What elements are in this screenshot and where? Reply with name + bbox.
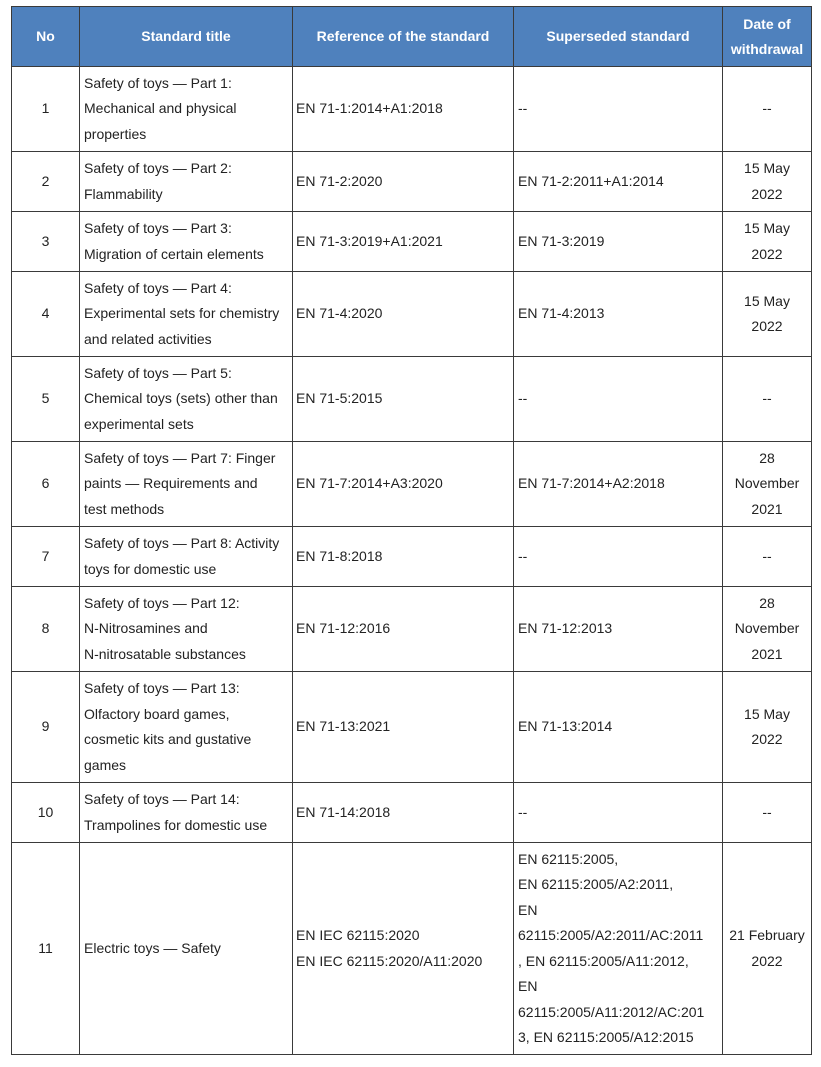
superseded-cell	[514, 672, 723, 783]
standard-title-cell-text: Safety of toys — Part 1: Mechanical and physical properties	[84, 74, 237, 142]
standard-title-cell	[80, 442, 293, 527]
row-number	[12, 67, 80, 152]
superseded-cell	[514, 67, 723, 152]
withdrawal-date-cell-text: --	[762, 390, 772, 407]
withdrawal-date-cell	[723, 527, 812, 587]
reference-cell-text: EN 71-3:2019+A1:2021	[296, 232, 443, 249]
withdrawal-date-cell	[723, 672, 812, 783]
withdrawal-date-cell-text: 21 February 2022	[729, 927, 805, 969]
reference-cell	[293, 783, 514, 843]
header-standard-title: Standard title	[80, 7, 293, 67]
standard-title-cell	[80, 357, 293, 442]
row-number-text: 5	[41, 390, 50, 407]
withdrawal-date-cell	[723, 587, 812, 672]
table-row	[12, 442, 812, 527]
superseded-cell-text: EN 71-12:2013	[518, 620, 613, 637]
standard-title-cell	[80, 783, 293, 843]
header-date-of-withdrawal	[723, 7, 812, 67]
row-number-text: 8	[41, 620, 50, 637]
row-number	[12, 843, 80, 1055]
standard-title-cell-text: Safety of toys — Part 7: Finger paints — Requirements and test methods	[84, 449, 276, 517]
reference-cell-text: EN 71-14:2018	[296, 803, 391, 820]
row-number-text: 7	[41, 547, 50, 564]
table-header	[12, 7, 812, 67]
standards-table	[11, 6, 812, 1055]
reference-cell	[293, 587, 514, 672]
superseded-cell	[514, 783, 723, 843]
withdrawal-date-cell	[723, 783, 812, 843]
row-number	[12, 442, 80, 527]
withdrawal-date-cell-text: --	[762, 547, 772, 564]
standard-title-cell	[80, 272, 293, 357]
reference-cell-text: EN 71-7:2014+A3:2020	[296, 475, 443, 492]
standard-title-cell	[80, 152, 293, 212]
superseded-cell-text: EN 71-4:2013	[518, 305, 605, 322]
standard-title-cell	[80, 843, 293, 1055]
superseded-cell-text: --	[518, 803, 528, 820]
superseded-cell	[514, 843, 723, 1055]
superseded-cell-text: EN 71-3:2019	[518, 232, 605, 249]
table-row	[12, 783, 812, 843]
withdrawal-date-cell	[723, 272, 812, 357]
superseded-cell-text: --	[518, 390, 528, 407]
row-number-text: 10	[37, 803, 54, 820]
standard-title-cell-text: Safety of toys — Part 8: Activity toys for domestic use	[84, 535, 280, 577]
row-number	[12, 672, 80, 783]
row-number-text: 6	[41, 475, 50, 492]
superseded-cell-text: EN 71-2:2011+A1:2014	[518, 172, 664, 189]
row-number	[12, 783, 80, 843]
header-date-text: Date of withdrawal	[730, 15, 804, 57]
reference-cell	[293, 67, 514, 152]
row-number	[12, 587, 80, 672]
reference-cell	[293, 357, 514, 442]
superseded-cell	[514, 357, 723, 442]
standard-title-cell-text: Electric toys — Safety	[84, 939, 221, 956]
standard-title-cell	[80, 212, 293, 272]
withdrawal-date-cell-text: --	[762, 100, 772, 117]
header-superseded: Superseded standard	[514, 7, 723, 67]
withdrawal-date-cell-text: 28 November 2021	[734, 449, 800, 517]
standard-title-cell-text: Safety of toys — Part 5: Chemical toys (sets) other than experimental sets	[84, 364, 278, 432]
reference-cell	[293, 843, 514, 1055]
reference-cell-text: EN 71-8:2018	[296, 547, 383, 564]
withdrawal-date-cell-text: 28 November 2021	[734, 594, 800, 662]
table-row	[12, 212, 812, 272]
table-row	[12, 672, 812, 783]
withdrawal-date-cell	[723, 442, 812, 527]
table-row	[12, 67, 812, 152]
superseded-cell-text: EN 71-7:2014+A2:2018	[518, 475, 665, 492]
standard-title-cell	[80, 67, 293, 152]
reference-cell	[293, 442, 514, 527]
table-row	[12, 587, 812, 672]
standard-title-cell-text: Safety of toys — Part 12: N-Nitrosamines and N-nitrosatable substances	[84, 594, 246, 662]
table-row	[12, 843, 812, 1055]
reference-cell-text: EN 71-13:2021	[296, 718, 391, 735]
standard-title-cell-text: Safety of toys — Part 3: Migration of certain elements	[84, 220, 264, 262]
withdrawal-date-cell	[723, 357, 812, 442]
reference-cell	[293, 672, 514, 783]
reference-cell-text: EN 71-5:2015	[296, 390, 383, 407]
reference-cell-text: EN 71-1:2014+A1:2018	[296, 100, 443, 117]
superseded-cell	[514, 272, 723, 357]
superseded-cell	[514, 587, 723, 672]
reference-cell-text: EN 71-12:2016	[296, 620, 391, 637]
table-row	[12, 272, 812, 357]
superseded-cell	[514, 212, 723, 272]
row-number	[12, 272, 80, 357]
row-number-text: 9	[41, 718, 50, 735]
header-reference: Reference of the standard	[293, 7, 514, 67]
standard-title-cell	[80, 527, 293, 587]
reference-cell	[293, 272, 514, 357]
row-number-text: 2	[41, 172, 50, 189]
standard-title-cell	[80, 587, 293, 672]
reference-cell-text: EN IEC 62115:2020 EN IEC 62115:2020/A11:2020	[296, 927, 483, 969]
row-number	[12, 527, 80, 587]
table-row	[12, 527, 812, 587]
row-number-text: 4	[41, 305, 50, 322]
withdrawal-date-cell-text: 15 May 2022	[744, 160, 790, 202]
reference-cell-text: EN 71-2:2020	[296, 172, 383, 189]
row-number-text: 3	[41, 232, 50, 249]
superseded-cell-text: EN 71-13:2014	[518, 718, 613, 735]
withdrawal-date-cell	[723, 152, 812, 212]
superseded-cell-text: EN 62115:2005, EN 62115:2005/A2:2011, EN 62115:2005/A2:2011/AC:2011 , EN 62115:2005/A11:2012, EN 62115:2005/A11:2012/AC:201 3, EN 62115:2005/A12:2015	[518, 850, 705, 1045]
superseded-cell	[514, 442, 723, 527]
row-number-text: 1	[41, 100, 50, 117]
superseded-cell-text: --	[518, 100, 528, 117]
table-row	[12, 357, 812, 442]
header-no: No	[12, 7, 80, 67]
row-number	[12, 357, 80, 442]
header-row	[12, 7, 812, 67]
withdrawal-date-cell	[723, 843, 812, 1055]
withdrawal-date-cell-text: 15 May 2022	[744, 292, 790, 334]
table-body	[12, 67, 812, 1055]
standard-title-cell-text: Safety of toys — Part 2: Flammability	[84, 160, 232, 202]
standard-title-cell-text: Safety of toys — Part 14: Trampolines for domestic use	[84, 791, 268, 833]
standard-title-cell	[80, 672, 293, 783]
withdrawal-date-cell-text: 15 May 2022	[744, 705, 790, 747]
withdrawal-date-cell	[723, 212, 812, 272]
superseded-cell	[514, 527, 723, 587]
reference-cell	[293, 212, 514, 272]
reference-cell	[293, 527, 514, 587]
row-number	[12, 152, 80, 212]
standard-title-cell-text: Safety of toys — Part 13: Olfactory board games, cosmetic kits and gustative games	[84, 680, 252, 773]
standard-title-cell-text: Safety of toys — Part 4: Experimental sets for chemistry and related activities	[84, 279, 280, 347]
superseded-cell-text: --	[518, 547, 528, 564]
withdrawal-date-cell-text: --	[762, 803, 772, 820]
withdrawal-date-cell-text: 15 May 2022	[744, 220, 790, 262]
row-number-text: 11	[38, 939, 53, 956]
row-number	[12, 212, 80, 272]
reference-cell-text: EN 71-4:2020	[296, 305, 383, 322]
table-row	[12, 152, 812, 212]
reference-cell	[293, 152, 514, 212]
withdrawal-date-cell	[723, 67, 812, 152]
superseded-cell	[514, 152, 723, 212]
